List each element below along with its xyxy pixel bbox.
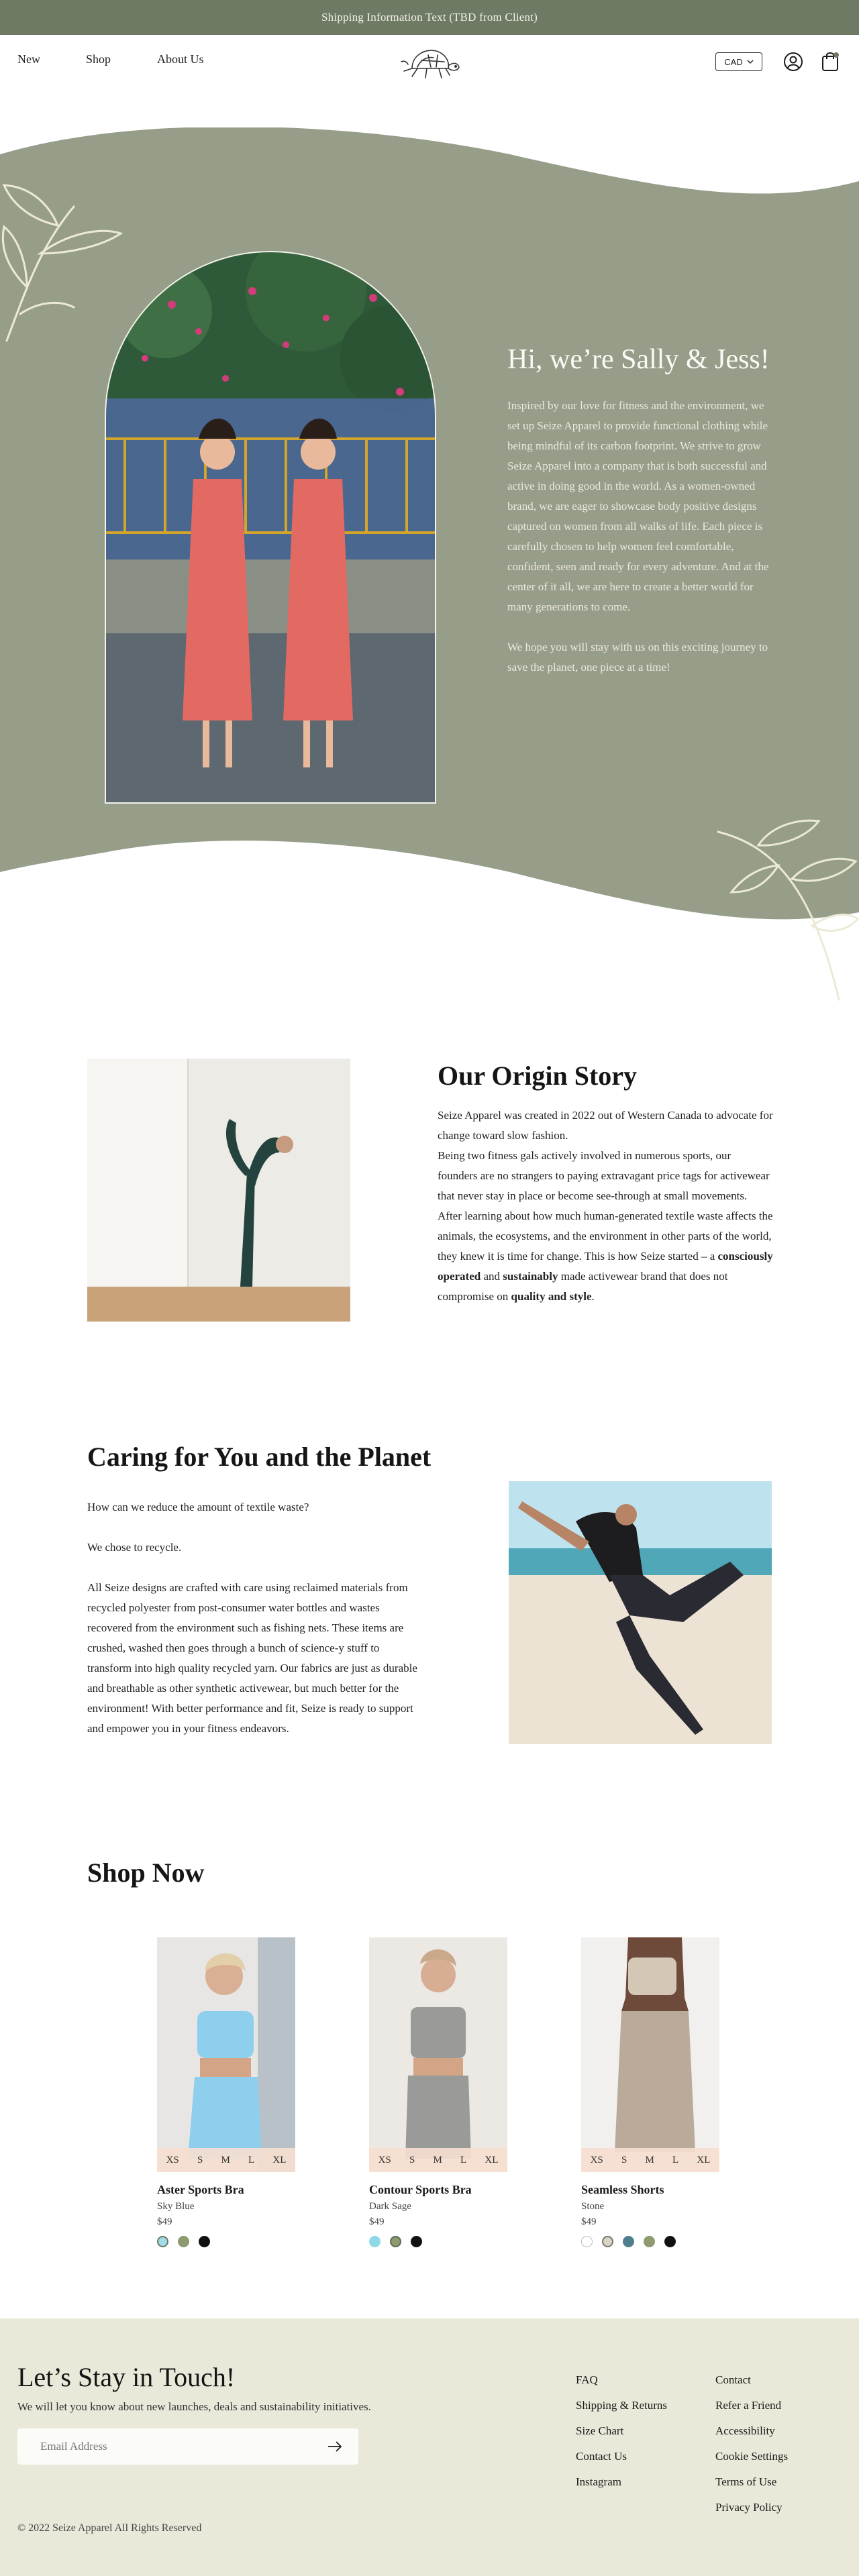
footer-title: Let’s Stay in Touch! [17, 2362, 236, 2392]
origin-text-part: Being two fitness gals actively involved in numerous sports, our founders are no strangers to paying extravagant price tags for activewear that never stay in place or become see-through at small movements. After learning about how much human-generated textile waste affects the animals, the ecosystems, and the environment in other parts of the world, they knew it is time for change. This is how Seize started – a [438, 1149, 773, 1263]
footer-link-accessibility[interactable]: Accessibility [715, 2424, 775, 2437]
size-xl[interactable]: XL [485, 2154, 499, 2165]
hero-paragraph-2: We hope you will stay with us on this exciting journey to save the planet, one piece at a time! [507, 641, 768, 674]
footer-link-privacy-policy[interactable]: Privacy Policy [715, 2501, 782, 2514]
footer-link-contact-us[interactable]: Contact Us [576, 2450, 627, 2463]
product-photo [157, 1937, 295, 2172]
product-color: Stone [581, 2201, 605, 2212]
product-image[interactable] [369, 1937, 507, 2172]
product-color: Dark Sage [369, 2201, 411, 2212]
swatch-color[interactable] [664, 2236, 676, 2247]
size-s[interactable]: S [197, 2154, 203, 2165]
chevron-down-icon [747, 59, 754, 64]
footer-link-shipping-returns[interactable]: Shipping & Returns [576, 2399, 668, 2412]
product-price: $49 [369, 2216, 385, 2227]
product-price: $49 [581, 2216, 597, 2227]
product-card-contour[interactable] [369, 1937, 507, 2250]
footer-link-refer-a-friend[interactable]: Refer a Friend [715, 2399, 782, 2412]
product-card-seamless[interactable] [581, 1937, 719, 2250]
size-xs[interactable]: XS [166, 2154, 179, 2165]
caring-body: All Seize designs are crafted with care using reclaimed materials from recycled polyester from post-consumer water bottles and wastes recovered from the environment such as fishing nets. These items are crushed, washed then goes through a bunch of science-y stuff to transform into high quality recycled yarn. Our fabrics are just as durable and breathable as other synthetic activewear, but much better for the environment! With better performance and fit, Seize is ready to support and empower you in your fitness endeavors. [87, 1581, 417, 1735]
origin-paragraph-2 [438, 1146, 773, 1307]
origin-title: Our Origin Story [438, 1061, 638, 1091]
origin-paragraph-1: Seize Apparel was created in 2022 out of Western Canada to advocate for change toward slow fashion. [438, 1109, 773, 1142]
size-m[interactable]: M [645, 2154, 654, 2165]
hero-paragraph-1: Inspired by our love for fitness and the environment, we set up Seize Apparel to provide functional clothing while being mindful of its carbon footprint. We strive to grow Seize Apparel into a company that is both successful and active in doing good in the world. As a women-owned brand, we are eager to showcase body positive designs captured on women from all walks of life. Each piece is carefully chosen to help women feel comfortable, confident, seen and ready for every adventure. And at the center of it all, we are here to create a better world for many generations to come. [507, 399, 769, 613]
size-options [581, 2148, 719, 2172]
swatch-color[interactable] [199, 2236, 210, 2247]
footer-link-instagram[interactable]: Instagram [576, 2475, 621, 2488]
origin-text [438, 1106, 773, 1307]
swatch-color[interactable] [581, 2236, 593, 2247]
size-xl[interactable]: XL [697, 2154, 711, 2165]
swatch-color[interactable] [369, 2236, 381, 2247]
turtle-logo-icon[interactable] [397, 42, 462, 83]
footer-link-cookie-settings[interactable]: Cookie Settings [715, 2450, 789, 2463]
color-swatches [157, 2236, 295, 2250]
size-s[interactable]: S [621, 2154, 627, 2165]
color-swatches [581, 2236, 719, 2250]
size-l[interactable]: L [460, 2154, 467, 2165]
size-m[interactable]: M [433, 2154, 442, 2165]
currency-value: CAD [724, 56, 743, 67]
newsletter-form [17, 2428, 358, 2465]
swatch-color[interactable] [644, 2236, 655, 2247]
beach-workout-photo [509, 1481, 772, 1744]
shipping-banner-text: Shipping Information Text (TBD from Client) [321, 11, 538, 23]
swatch-color[interactable] [623, 2236, 634, 2247]
product-color: Sky Blue [157, 2201, 195, 2212]
footer-link-size-chart[interactable]: Size Chart [576, 2424, 624, 2437]
swatch-color[interactable] [602, 2236, 613, 2247]
product-image[interactable] [157, 1937, 295, 2172]
yoga-pose-photo [87, 1059, 350, 1322]
footer-links-col-2 [715, 2373, 788, 2526]
product-price: $49 [157, 2216, 172, 2227]
origin-bold-quality: quality and style [511, 1290, 592, 1303]
caring-title: Caring for You and the Planet [87, 1442, 432, 1472]
nav-shop[interactable]: Shop [86, 52, 111, 66]
product-photo [581, 1937, 719, 2172]
size-l[interactable]: L [248, 2154, 255, 2165]
product-photo [369, 1937, 507, 2172]
product-name[interactable]: Seamless Shorts [581, 2183, 664, 2196]
size-options [157, 2148, 295, 2172]
color-swatches [369, 2236, 507, 2250]
caring-answer: We chose to recycle. [87, 1541, 182, 1554]
size-xs[interactable]: XS [378, 2154, 391, 2165]
origin-bold-sustainably: sustainably [503, 1270, 558, 1283]
swatch-color[interactable] [157, 2236, 168, 2247]
size-m[interactable]: M [221, 2154, 230, 2165]
swatch-color[interactable] [411, 2236, 422, 2247]
product-image[interactable] [581, 1937, 719, 2172]
caring-text [87, 1497, 423, 1739]
swatch-color[interactable] [390, 2236, 401, 2247]
copyright: © 2022 Seize Apparel All Rights Reserved [17, 2522, 202, 2534]
footer-subtitle: We will let you know about new launches, deals and sustainability initiatives. [17, 2400, 371, 2413]
hero-title: Hi, we’re Sally & Jess! [507, 344, 770, 375]
email-input[interactable] [39, 2439, 307, 2454]
product-name[interactable]: Contour Sports Bra [369, 2183, 472, 2196]
product-name[interactable]: Aster Sports Bra [157, 2183, 244, 2196]
footer-link-contact[interactable]: Contact [715, 2373, 751, 2386]
hero-text [507, 396, 776, 698]
origin-text-part: made activewear brand that does not compromise on [438, 1270, 728, 1303]
founders-photo [105, 251, 436, 804]
caring-question: How can we reduce the amount of textile waste? [87, 1501, 309, 1513]
shop-title: Shop Now [87, 1858, 205, 1888]
size-l[interactable]: L [672, 2154, 679, 2165]
account-icon[interactable] [782, 51, 804, 72]
nav-new[interactable]: New [17, 52, 40, 66]
size-xs[interactable]: XS [590, 2154, 603, 2165]
size-s[interactable]: S [409, 2154, 415, 2165]
footer-link-terms-of-use[interactable]: Terms of Use [715, 2475, 777, 2488]
site-header [0, 35, 859, 93]
nav-about-us[interactable]: About Us [157, 52, 204, 66]
origin-bold-consciously: consciously operated [438, 1250, 773, 1283]
footer-link-faq[interactable]: FAQ [576, 2373, 598, 2386]
leaf-branch-right-icon [711, 805, 859, 1006]
swatch-color[interactable] [178, 2236, 189, 2247]
size-options [369, 2148, 507, 2172]
footer-links-col-1 [576, 2373, 667, 2501]
shipping-banner [0, 0, 859, 35]
origin-text-part: and [481, 1270, 503, 1283]
origin-text-part: . [591, 1290, 595, 1303]
arrow-right-icon[interactable] [327, 2441, 342, 2452]
currency-selector[interactable] [715, 52, 762, 71]
product-card-aster[interactable] [157, 1937, 295, 2250]
size-xl[interactable]: XL [272, 2154, 287, 2165]
shopping-bag-icon[interactable] [820, 50, 840, 72]
